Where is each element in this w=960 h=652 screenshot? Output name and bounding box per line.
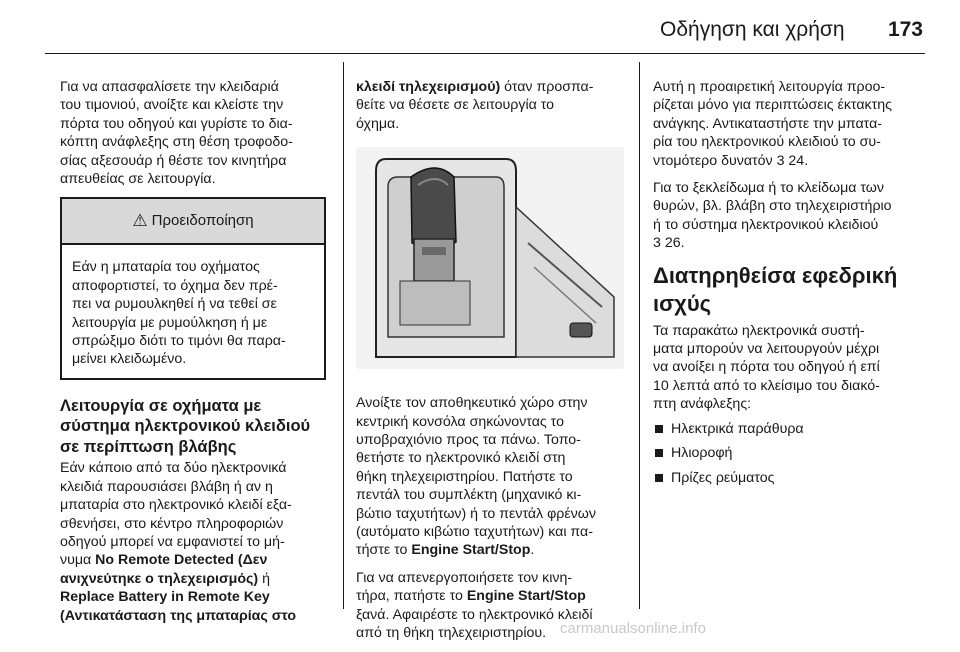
heading-line: ισχύς: [653, 290, 712, 316]
text-line: ή το σύστημα ηλεκτρονικού κλειδιού: [653, 216, 879, 233]
text-line: λειτουργία με ρυμούλκηση ή με: [72, 314, 268, 331]
text-line: Τα παρακάτω ηλεκτρονικά συστή-: [653, 322, 865, 339]
column-3: [653, 78, 925, 493]
text-fragment: .: [804, 152, 809, 169]
text-line: μπαταρία στο ηλεκτρονικό κλειδί εξα-: [60, 497, 292, 514]
list-item-text: Ηλεκτρικά παράθυρα: [671, 420, 804, 437]
running-header-title: Οδήγηση και χρήση: [660, 18, 845, 41]
body-paragraph: [653, 179, 925, 253]
warning-box: [60, 197, 326, 379]
text-line: [653, 234, 925, 252]
list-item: [653, 420, 925, 438]
text-line: Για το ξεκλείδωμα ή το κλείδωμα των: [653, 180, 884, 197]
page-ref-link[interactable]: 24: [788, 152, 805, 169]
console-key-pocket-photo: [356, 147, 624, 369]
bullet-square-icon: [655, 474, 663, 482]
column-2: [356, 78, 626, 652]
text-line: Αυτή η προαιρετική λειτουργία προο-: [653, 79, 886, 95]
text-line: να ανοίξει η πόρτα του οδηγού ή επί: [653, 359, 880, 376]
heading-line: σύστημα ηλεκτρονικού κλειδιού: [60, 417, 311, 436]
text-line: [356, 541, 626, 559]
text-line: πόρτα του οδηγού και γυρίστε το δια-: [60, 115, 293, 132]
text-line: θυρών, βλ. βλάβη στο τηλεχειριστήριο: [653, 198, 892, 215]
bullet-square-icon: [655, 449, 663, 457]
list-item-text: Ηλιοροφή: [671, 445, 733, 462]
text-line: μείνει κλειδωμένο.: [72, 351, 187, 368]
header-divider: [45, 53, 925, 54]
message-name: (Αντικατάσταση της μπαταρίας στο: [60, 607, 297, 624]
button-name: Engine Start/Stop: [466, 588, 586, 605]
warning-title: Προειδοποίηση: [151, 212, 254, 230]
text-line: Εάν κάποιο από τα δύο ηλεκτρονικά: [60, 460, 287, 477]
text-line: [653, 152, 925, 170]
text-line: υποβραχιόνιο προς τα πάνω. Τοπο-: [356, 432, 581, 449]
list-item-text: Πρίζες ρεύματος: [671, 469, 775, 486]
page-number: 173: [887, 18, 923, 41]
page-ref-arrow-icon: 3: [653, 235, 661, 252]
text-fragment: .: [680, 235, 685, 252]
text-line: ματα μπορούν να λειτουργούν μέχρι: [653, 341, 880, 358]
text-line: θείτε να θέσετε σε λειτουργία το: [356, 97, 555, 114]
continued-paragraph: [356, 78, 626, 133]
list-item: [653, 444, 925, 462]
text-line: [60, 570, 330, 588]
intro-paragraph: [60, 78, 330, 188]
warning-text: [62, 245, 324, 377]
body-paragraph: [653, 78, 925, 170]
message-name: No Remote Detected (Δεν: [95, 552, 268, 569]
text-line: Για να απενεργοποιήσετε τον κινη-: [356, 569, 573, 586]
heading-line: Διατηρηθείσα εφεδρική: [653, 262, 898, 288]
text-line: Εάν η μπαταρία του οχήματος: [72, 259, 260, 276]
text-line: 10 λεπτά από το κλείσιμο του διακό-: [653, 377, 880, 394]
text-fragment: τήστε το: [356, 542, 412, 559]
button-name: Engine Start/Stop: [411, 542, 531, 559]
page-ref-arrow-icon: 3: [776, 152, 785, 169]
column-divider-1: [343, 62, 344, 609]
page-ref-link[interactable]: 26: [664, 235, 681, 252]
text-line: πει να ρυμουλκηθεί ή να τεθεί σε: [72, 296, 277, 313]
text-line: [60, 551, 330, 569]
list-item: [653, 469, 925, 487]
text-line: Για να απασφαλίσετε την κλειδαριά: [60, 79, 279, 95]
warning-triangle-icon: ⚠: [132, 211, 148, 231]
text-line: του τιμονιού, ανοίξτε και κλείστε την: [60, 97, 284, 114]
text-line: σθενήσει, στο κέντρο πληροφοριών: [60, 515, 284, 532]
text-line: όχημα.: [356, 115, 400, 132]
message-name: κλειδί τηλεχειρισμού): [356, 79, 501, 95]
text-fragment: όταν προσπα-: [500, 79, 594, 95]
text-line: κόπτη ανάφλεξης στη θέση τροφοδο-: [60, 134, 293, 151]
bullet-list: [653, 420, 925, 487]
text-line: ξανά. Αφαιρέστε το ηλεκτρονικό κλειδί: [356, 606, 593, 623]
text-fragment: τήρα, πατήστε το: [356, 588, 467, 605]
text-line: πεντάλ του συμπλέκτη (μηχανικό κι-: [356, 487, 582, 504]
text-line: [60, 588, 330, 606]
warning-header: [62, 199, 324, 245]
text-line: κλειδιά παρουσιάσει βλάβη ή αν η: [60, 478, 273, 495]
section-heading: [653, 262, 925, 318]
section-heading: [60, 396, 330, 458]
text-line: σπρώξιμο διότι το τιμόνι θα παρα-: [72, 333, 286, 350]
text-line: [356, 587, 626, 605]
text-line: θετήστε το ηλεκτρονικό κλειδί στη: [356, 450, 566, 467]
text-line: βώτιο ταχυτήτων) ή το πεντάλ φρένων: [356, 505, 596, 522]
message-name: Replace Battery in Remote Key: [60, 589, 270, 606]
message-name: ανιχνεύτηκε ο τηλεχειρισμός): [60, 570, 259, 587]
text-line: [60, 607, 330, 625]
text-line: ρίζεται μόνο για περιπτώσεις έκτακτης: [653, 97, 892, 114]
text-line: ανάγκης. Αντικαταστήστε την μπατα-: [653, 115, 883, 132]
text-line: (αυτόματο κιβώτιο ταχυτήτων) και πα-: [356, 524, 593, 541]
body-paragraph: [653, 322, 925, 414]
heading-line: σε περίπτωση βλάβης: [60, 437, 237, 456]
text-fragment: νυμα: [60, 552, 96, 569]
heading-line: Λειτουργία σε οχήματα με: [60, 396, 262, 415]
text-fragment: ή: [258, 570, 270, 587]
text-line: θήκη τηλεχειριστηρίου. Πατήστε το: [356, 468, 573, 485]
text-line: απευθείας σε λειτουργία.: [60, 171, 216, 188]
text-line: Ανοίξτε τον αποθηκευτικό χώρο στην: [356, 395, 588, 412]
text-fragment: .: [530, 542, 535, 559]
watermark: carmanualsonline.info: [560, 620, 706, 637]
column-divider-2: [639, 62, 640, 609]
text-fragment: ντομότερο δυνατόν: [653, 152, 777, 169]
bullet-square-icon: [655, 425, 663, 433]
text-line: ρία του ηλεκτρονικού κλειδιού το συ-: [653, 134, 881, 151]
column-1: [60, 78, 330, 634]
text-line: κεντρική κονσόλα σηκώνοντας το: [356, 413, 564, 430]
text-line: [356, 78, 626, 96]
body-paragraph: [356, 394, 626, 560]
text-line: πτη ανάφλεξης:: [653, 396, 752, 413]
body-paragraph: [60, 459, 330, 625]
text-line: σίας αξεσουάρ ή θέστε τον κινητήρα: [60, 152, 287, 169]
text-line: οδηγού μπορεί να εμφανιστεί το μή-: [60, 534, 285, 550]
text-line: από τη θήκη τηλεχειριστηρίου.: [356, 625, 547, 642]
text-line: αποφορτιστεί, το όχημα δεν πρέ-: [72, 277, 278, 294]
